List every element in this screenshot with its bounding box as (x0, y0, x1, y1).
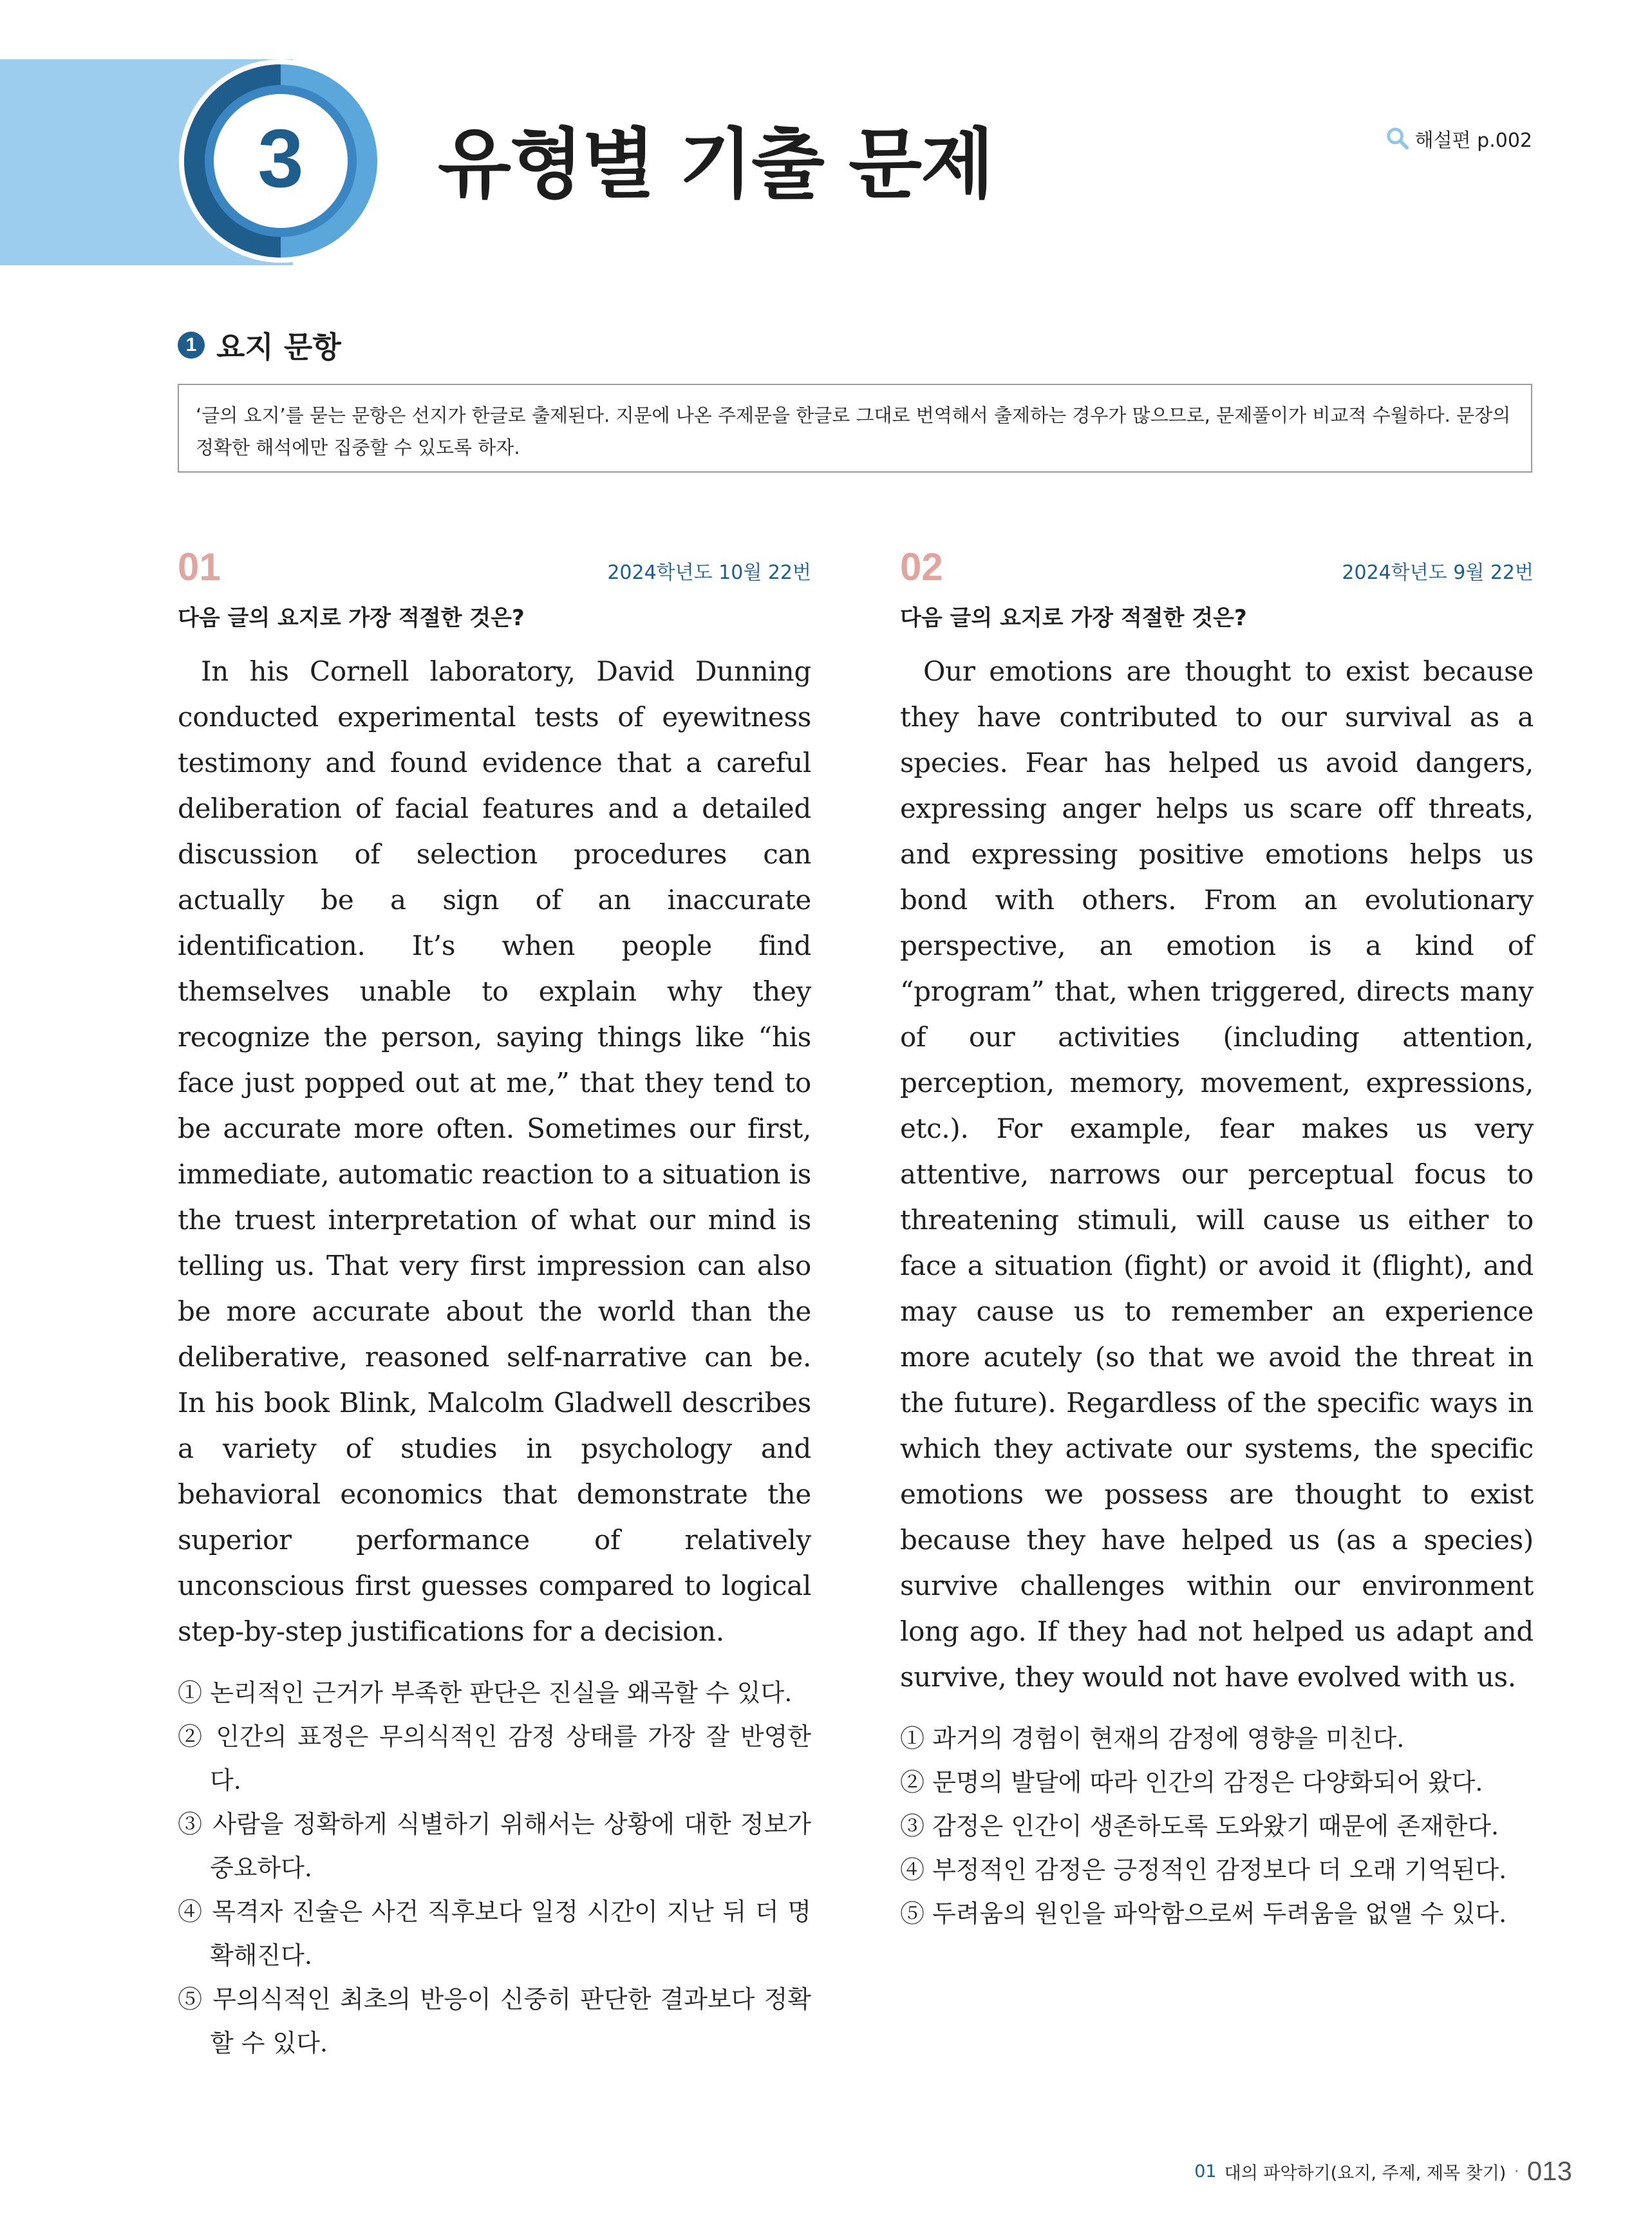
question-prompt: 다음 글의 요지로 가장 적절한 것은? (900, 605, 1247, 631)
answer-options (178, 1671, 811, 2065)
question-number: 01 (178, 545, 221, 589)
reference-label: 해설편 p.002 (1414, 129, 1532, 152)
passage: In his Cornell laboratory, David Dunning conducted experimental tests of eyewitness testimony and found evidence that a careful deliberation of facial features and a detailed discussion of selection procedures can actually be a sign of an inaccurate identification. It’s when people find themselves unable to explain why they recognize the person, saying things like “his face just popped out at me,” that they tend to be accurate more often. Sometimes our first, immediate, automatic reaction to a situation is the truest interpretation of what our mind is telling us. That very first impression can also be more accurate about the world than the deliberative, reasoned self-narrative can be. In his book Blink, Malcolm Gladwell describes a variety of studies in psychology and behavioral economics that demonstrate the superior performance of relatively unconscious first guesses compared to logical step-by-step justifications for a decision. (178, 655, 811, 1647)
option-5[interactable]: ⑤ 두려움의 원인을 파악함으로써 두려움을 없앨 수 있다. (900, 1899, 1507, 1928)
section-number: 1 (178, 332, 205, 359)
question-prompt: 다음 글의 요지로 가장 적절한 것은? (178, 605, 525, 631)
question-source: 2024학년도 10월 22번 (607, 561, 811, 584)
section-heading (178, 324, 341, 366)
option-4[interactable]: ④ 목격자 진술은 사건 직후보다 일정 시간이 지난 뒤 더 명확해진다. (178, 1898, 811, 1970)
section-title: 요지 문항 (216, 330, 341, 364)
section-info-box: ‘글의 요지’를 묻는 문항은 선지가 한글로 출제된다. 지문에 나온 주제문을 한글로 그대로 번역해서 출제하는 경우가 많으므로, 문제풀이가 비교적 수월하다. 문장의 정확한 해석에만 집중할 수 있도록 하자. (178, 384, 1532, 473)
chapter-badge (178, 58, 384, 264)
answer-options (900, 1717, 1534, 1936)
option-5[interactable]: ⑤ 무의식적인 최초의 반응이 신중히 판단한 결과보다 정확할 수 있다. (178, 1985, 811, 2057)
footer-chapter-label: 대의 파악하기(요지, 주제, 제목 찾기) (1224, 2163, 1507, 2183)
page-number: 013 (1526, 2156, 1572, 2186)
magnifier-icon (1385, 126, 1410, 151)
question-number: 02 (900, 545, 943, 589)
question-02 (900, 547, 1534, 1960)
option-3[interactable]: ③ 사람을 정확하게 식별하기 위해서는 상황에 대한 정보가 중요하다. (178, 1810, 811, 1882)
page-footer (1194, 2156, 1572, 2187)
option-2[interactable]: ② 문명의 발달에 따라 인간의 감정은 다양화되어 왔다. (900, 1768, 1483, 1796)
question-source: 2024학년도 9월 22번 (1342, 561, 1534, 584)
chapter-number: 3 (258, 113, 304, 205)
option-2[interactable]: ② 인간의 표정은 무의식적인 감정 상태를 가장 잘 반영한다. (178, 1722, 811, 1795)
option-3[interactable]: ③ 감정은 인간이 생존하도록 도와왔기 때문에 존재한다. (900, 1812, 1499, 1840)
option-1[interactable]: ① 과거의 경험이 현재의 감정에 영향을 미친다. (900, 1724, 1405, 1753)
footer-separator: · (1514, 2161, 1519, 2182)
option-1[interactable]: ① 논리적인 근거가 부족한 판단은 진실을 왜곡할 수 있다. (178, 1679, 793, 1707)
chapter-title: 유형별 기출 문제 (438, 120, 993, 209)
option-4[interactable]: ④ 부정적인 감정은 긍정적인 감정보다 더 오래 기억된다. (900, 1856, 1507, 1884)
footer-chapter-number: 01 (1194, 2161, 1217, 2182)
passage: Our emotions are thought to exist because they have contributed to our survival as a species. Fear has helped us avoid dangers, expressing anger helps us scare off threats, and expressing positive emotions helps us bond with others. From an evolutionary perspective, an emotion is a kind of “program” that, when triggered, directs many of our activities (including attention, perception, memory, movement, expressions, etc.). For example, fear makes us very attentive, narrows our perceptual focus to threatening stimuli, will cause us either to face a situation (fight) or avoid it (flight), and may cause us to remember an experience more acutely (so that we avoid the threat in the future). Regardless of the specific ways in which they activate our systems, the specific emotions we possess are thought to exist because they have helped us (as a species) survive challenges within our environment long ago. If they had not helped us adapt and survive, they would not have evolved with us. (900, 655, 1534, 1693)
question-01 (178, 547, 811, 2089)
answer-reference (1385, 124, 1532, 153)
